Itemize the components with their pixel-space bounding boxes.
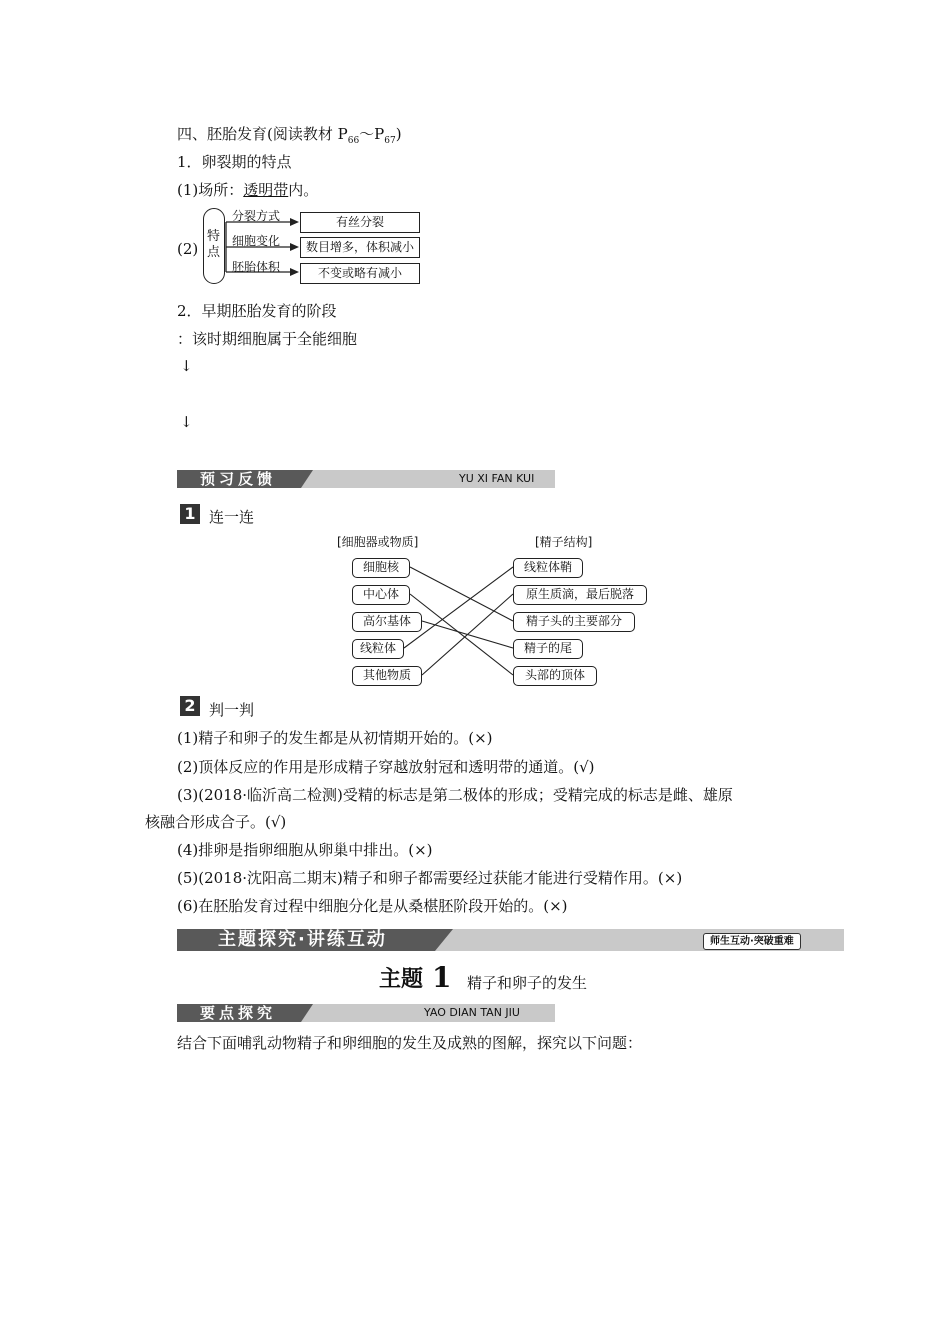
- section-heading: 四、胚胎发育(阅读教材 $P_{66}\sim P_{67}$): [177, 125, 402, 146]
- row-label: 胚胎体积: [232, 260, 281, 274]
- keypoint-banner-title: 要点探究: [200, 1004, 277, 1022]
- left-item: 中心体: [352, 585, 410, 605]
- left-item: 其他物质: [352, 666, 422, 686]
- judge-item: (1)精子和卵子的发生都是从初情期开始的。(×): [177, 729, 493, 747]
- preview-banner-title: 预习反馈: [200, 470, 277, 488]
- row-label: 细胞变化: [232, 234, 281, 248]
- question-badge: 1: [180, 504, 200, 524]
- topic-label: 主题: [379, 967, 424, 992]
- left-item: 高尔基体: [352, 612, 422, 632]
- left-item: 线粒体: [352, 639, 404, 659]
- left-item: 细胞核: [352, 558, 410, 578]
- explore-banner-tag: 师生互动·突破重难: [703, 933, 801, 950]
- right-item: 精子的尾: [513, 639, 583, 659]
- right-item: 精子头的主要部分: [513, 612, 635, 632]
- place-line: (1)场所：透明带内。: [177, 181, 319, 199]
- right-item: 线粒体鞘: [513, 558, 583, 578]
- row-label: 分裂方式: [232, 209, 281, 223]
- row-value-box: 有丝分裂: [300, 212, 420, 233]
- topic-number: 1: [432, 961, 452, 994]
- down-arrow-icon: ↓: [180, 357, 193, 375]
- judge-item-continued: 核融合形成合子。(√): [145, 813, 287, 831]
- explore-banner-title: 主题探究·讲练互动: [218, 929, 387, 950]
- judge-item: (5)(2018·沈阳高二期末)精子和卵子都需要经过获能才能进行受精作用。(×): [177, 869, 683, 887]
- place-blank: 透明带: [243, 181, 289, 199]
- question-badge: 2: [180, 696, 200, 716]
- judge-item: (6)在胚胎发育过程中细胞分化是从桑椹胚阶段开始的。(×): [177, 897, 568, 915]
- item-2: 2．早期胚胎发育的阶段: [177, 302, 337, 320]
- question-title: 判一判: [209, 701, 255, 719]
- down-arrow-icon: ↓: [180, 413, 193, 431]
- question-title: 连一连: [209, 508, 255, 526]
- intro-text: 结合下面哺乳动物精子和卵细胞的发生及成熟的图解，探究以下问题：: [177, 1034, 643, 1052]
- left-column-header: [细胞器或物质]: [337, 535, 419, 549]
- feature-num: (2): [177, 240, 199, 258]
- right-column-header: [精子结构]: [535, 535, 593, 549]
- judge-item: (2)顶体反应的作用是形成精子穿越放射冠和透明带的通道。(√): [177, 758, 595, 776]
- preview-banner-pinyin: YU XI FAN KUI: [459, 472, 535, 485]
- topic-title: 精子和卵子的发生: [467, 974, 588, 992]
- row-value-box: 不变或略有减小: [300, 263, 420, 284]
- item-1: 1．卵裂期的特点: [177, 153, 292, 171]
- stage-note: ：该时期细胞属于全能细胞: [177, 330, 358, 348]
- right-item: 原生质滴，最后脱落: [513, 585, 647, 605]
- right-item: 头部的顶体: [513, 666, 597, 686]
- judge-item: (3)(2018·临沂高二检测)受精的标志是第二极体的形成；受精完成的标志是雌、雄原: [177, 786, 733, 804]
- judge-item: (4)排卵是指卵细胞从卵巢中排出。(×): [177, 841, 433, 859]
- feature-label: 特 点: [207, 229, 221, 260]
- row-value-box: 数目增多，体积减小: [300, 237, 420, 258]
- keypoint-banner-pinyin: YAO DIAN TAN JIU: [424, 1006, 520, 1019]
